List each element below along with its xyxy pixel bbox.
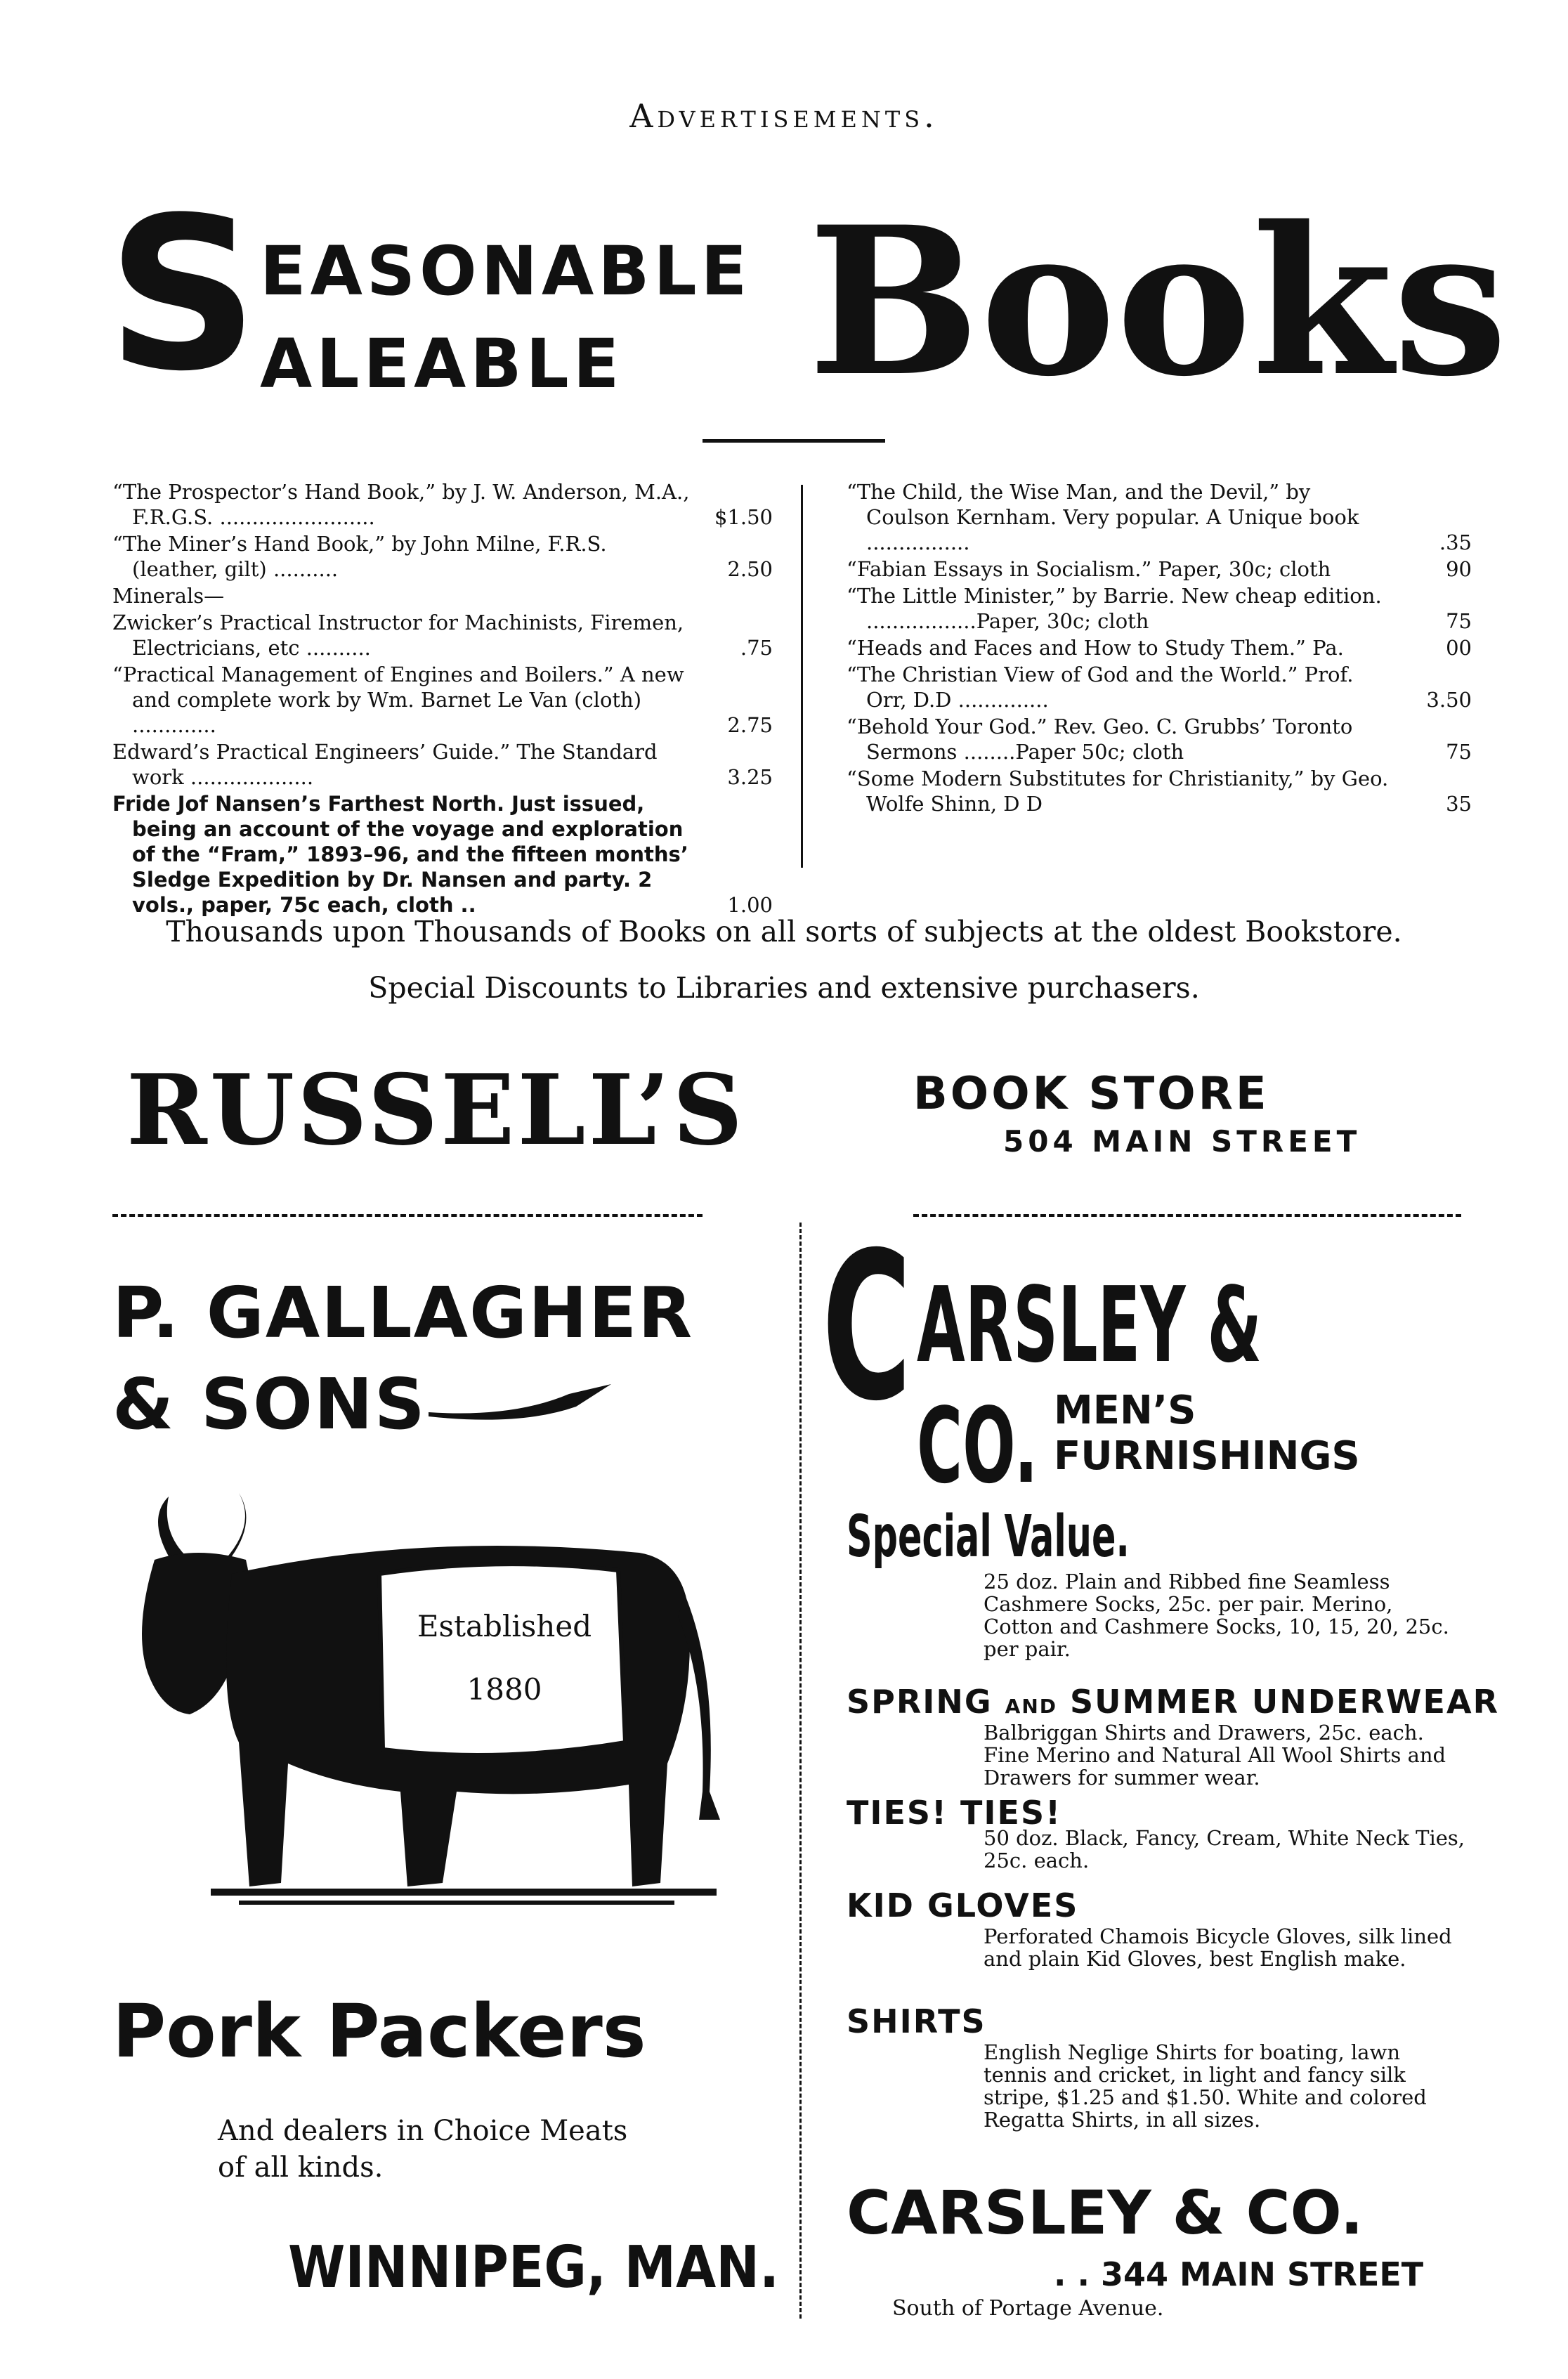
established-label: Established	[417, 1609, 592, 1643]
gallagher-name: P. GALLAGHER	[112, 1272, 694, 1354]
book-list-right	[847, 479, 1472, 818]
book-price: 00	[1446, 636, 1472, 660]
book-price: 35	[1446, 792, 1472, 816]
book-list-item	[847, 556, 1472, 582]
book-list-item	[847, 635, 1472, 660]
book-title: “The Miner’s Hand Book,” by John Milne, F.R.S. (leather, gilt) ..........	[112, 532, 607, 581]
spring-summer-heading	[847, 1683, 1499, 1721]
book-list-item	[847, 714, 1472, 764]
ox-illustration	[105, 1490, 738, 1946]
carsley-initial-c: C	[822, 1209, 912, 1446]
ties-body: 50 doz. Black, Fancy, Cream, White Neck Ties, 25c. each.	[984, 1826, 1465, 1872]
dashed-rule-left	[112, 1214, 703, 1217]
book-title: “Some Modern Substitutes for Christianity,” by Geo. Wolfe Shinn, D D	[847, 767, 1389, 816]
shirts-body: English Neglige Shirts for boating, lawn tennis and cricket, in light and fancy silk stripe, $1.25 and $1.50. White and colored Regatta Shirts, in all sizes.	[984, 2040, 1427, 2132]
russell-address: 504 MAIN STREET	[1003, 1124, 1361, 1159]
shirts-heading: SHIRTS	[847, 2002, 986, 2040]
book-price: 3.50	[1426, 688, 1472, 712]
book-title: “The Christian View of God and the World.” Prof. Orr, D.D ..............	[847, 663, 1354, 712]
book-title: “Fabian Essays in Socialism.” Paper, 30c; cloth	[847, 557, 1331, 581]
book-title: Edward’s Practical Engineers’ Guide.” The Standard work ...................	[112, 740, 658, 789]
carsley-portage: South of Portage Avenue.	[892, 2296, 1164, 2321]
book-title: “The Little Minister,” by Barrie. New cheap edition. .................Paper, 30c; cloth	[847, 584, 1382, 633]
book-list-item	[112, 791, 773, 918]
dealers-line-1: And dealers in Choice Meats	[218, 2115, 628, 2147]
spring-word: SPRING	[847, 1683, 1005, 1721]
established-year: 1880	[466, 1672, 542, 1707]
book-title: “Behold Your God.” Rev. Geo. C. Grubbs’ Toronto Sermons ........Paper 50c; cloth	[847, 715, 1353, 764]
russell-bookstore: BOOK STORE	[913, 1068, 1269, 1120]
title-rule	[703, 439, 885, 443]
book-price: 75	[1446, 609, 1472, 633]
book-price: $1.50	[714, 505, 773, 529]
book-title: “Heads and Faces and How to Study Them.” Pa.	[847, 636, 1344, 660]
book-price: 2.50	[727, 557, 773, 581]
book-price: 2.75	[727, 713, 773, 737]
book-list-item	[112, 610, 773, 660]
ad-initial-s: S	[107, 172, 259, 417]
ties-heading: TIES! TIES!	[847, 1794, 1062, 1832]
kid-gloves-heading: KID GLOVES	[847, 1886, 1079, 1924]
furnishings-label: FURNISHINGS	[1054, 1433, 1360, 1479]
swoosh-ornament	[429, 1377, 611, 1426]
book-list-item	[847, 583, 1472, 634]
special-value-body: 25 doz. Plain and Ribbed fine Seamless Cashmere Socks, 25c. per pair. Merino, Cotton and Cashmere Socks, 10, 15, 20, 25c. per pair.	[984, 1570, 1449, 1661]
kid-gloves-body: Perforated Chamois Bicycle Gloves, silk lined and plain Kid Gloves, best English make.	[984, 1924, 1452, 1971]
book-list-item	[112, 662, 773, 738]
special-discounts-line: Special Discounts to Libraries and extensive purchasers.	[368, 971, 1200, 1005]
book-list-item	[847, 479, 1472, 555]
carsley-footer-name: CARSLEY & CO.	[847, 2178, 1364, 2248]
book-list-item	[847, 662, 1472, 712]
book-price: 75	[1446, 740, 1472, 764]
carsley-heading: ARSLEY & CO.	[917, 1265, 1262, 1506]
ad-word-seasonable: EASONABLE	[260, 232, 752, 311]
book-list-item	[112, 479, 773, 530]
gallagher-sons: & SONS	[112, 1363, 426, 1445]
book-title: Minerals—	[112, 584, 225, 608]
book-list-item	[112, 739, 773, 790]
book-list-item	[112, 583, 773, 608]
summer-underwear-word: SUMMER UNDERWEAR	[1057, 1683, 1499, 1721]
ad-word-saleable: ALEABLE	[260, 325, 624, 403]
dashed-rule-right	[913, 1214, 1461, 1217]
column-divider	[801, 485, 803, 868]
and-word: AND	[1005, 1695, 1058, 1718]
page-header: Advertisements.	[629, 97, 939, 135]
spring-summer-body: Balbriggan Shirts and Drawers, 25c. each. Fine Merino and Natural All Wool Shirts and Drawers for summer wear.	[984, 1721, 1446, 1790]
book-title: Zwicker’s Practical Instructor for Machinists, Firemen, Electricians, etc ..........	[112, 611, 684, 660]
book-list-item	[847, 766, 1472, 816]
book-price: .35	[1439, 530, 1472, 554]
book-title: “Practical Management of Engines and Boilers.” A new and complete work by Wm. Barnet Le Van (cloth) .............	[112, 663, 684, 737]
book-price: 3.25	[727, 765, 773, 789]
mens-label: MEN’S	[1054, 1388, 1196, 1433]
book-list-left	[112, 479, 773, 919]
book-price: 1.00	[727, 893, 773, 917]
book-price: .75	[740, 636, 773, 660]
book-title: “The Child, the Wise Man, and the Devil,” by Coulson Kernham. Very popular. A Unique book ................	[847, 480, 1359, 554]
book-title: “The Prospector’s Hand Book,” by J. W. Anderson, M.A., F.R.G.S. ........................	[112, 480, 690, 529]
russell-name: RUSSELL’S	[126, 1052, 746, 1167]
dashed-column-divider	[799, 1223, 802, 2319]
carsley-address: . . 344 MAIN STREET	[1054, 2255, 1424, 2293]
book-title: Fride Jof Nansen’s Farthest North. Just issued, being an account of the voyage and exploration of the “Fram,” 1893–96, and the fifteen months’ Sledge Expedition by Dr. Nansen and party. 2 vols., paper, 75c each, cloth ..	[112, 792, 688, 917]
dealers-line-2: of all kinds.	[218, 2151, 384, 2184]
special-value-heading: Special Value.	[847, 1504, 1130, 1570]
book-price: 90	[1446, 557, 1472, 581]
pork-packers: Pork Packers	[112, 1988, 646, 2074]
thousands-line: Thousands upon Thousands of Books on all sorts of subjects at the oldest Bookstore.	[166, 915, 1402, 949]
ad-word-books: Books	[808, 183, 1508, 422]
book-list-item	[112, 531, 773, 582]
gallagher-city: WINNIPEG, MAN.	[288, 2234, 780, 2301]
